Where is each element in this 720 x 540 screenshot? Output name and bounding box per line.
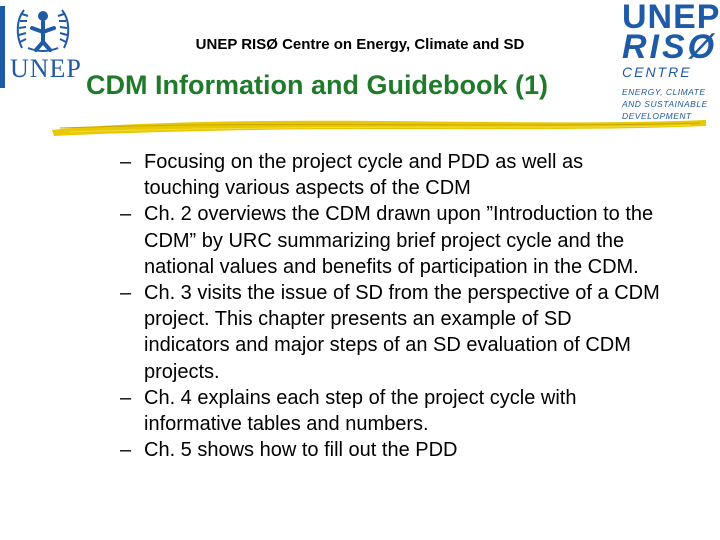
bullet-dash: –	[120, 203, 132, 226]
bullet-list	[120, 149, 660, 463]
riso-subtitle-line: ENERGY, CLIMATE	[622, 87, 706, 97]
slide-title: CDM Information and Guidebook (1)	[86, 70, 548, 100]
riso-logo-unep: UNEP	[622, 0, 720, 36]
list-item	[120, 385, 660, 437]
list-item	[120, 437, 660, 463]
list-item	[120, 280, 660, 385]
bullet-dash: –	[120, 386, 132, 409]
bullet-dash: –	[120, 439, 132, 462]
bullet-dash: –	[120, 151, 132, 173]
list-item	[120, 201, 660, 280]
bullet-text: Ch. 4 explains each step of the project cycle with informative tables and numbers.	[144, 386, 577, 436]
riso-logo-centre: CENTRE	[622, 64, 692, 80]
brush-stroke-divider	[50, 112, 710, 138]
riso-logo-riso: RISØ	[622, 28, 718, 66]
riso-subtitle-line: DEVELOPMENT	[622, 111, 692, 121]
bullet-text: Focusing on the project cycle and PDD as well as touching various aspects of the CDM	[144, 151, 584, 200]
unep-riso-logo	[618, 0, 720, 130]
riso-subtitle-line: AND SUSTAINABLE	[622, 99, 708, 109]
unep-logo-text: UNEP	[10, 54, 82, 83]
bullet-dash: –	[120, 282, 132, 305]
list-item	[120, 149, 660, 201]
bullet-text: Ch. 5 shows how to fill out the PDD	[144, 439, 458, 462]
organization-header-text: UNEP RISØ Centre on Energy, Climate and SD	[195, 36, 525, 53]
organization-header	[0, 36, 720, 53]
bullet-text: Ch. 2 overviews the CDM drawn upon ”Introduction to the CDM” by URC summarizing brief project cycle and the national values and benefits of participation in the CDM.	[144, 203, 654, 278]
bullet-text: Ch. 3 visits the issue of SD from the perspective of a CDM project. This chapter presents an example of SD indicators and major steps of an SD evaluation of CDM projects.	[144, 282, 660, 383]
